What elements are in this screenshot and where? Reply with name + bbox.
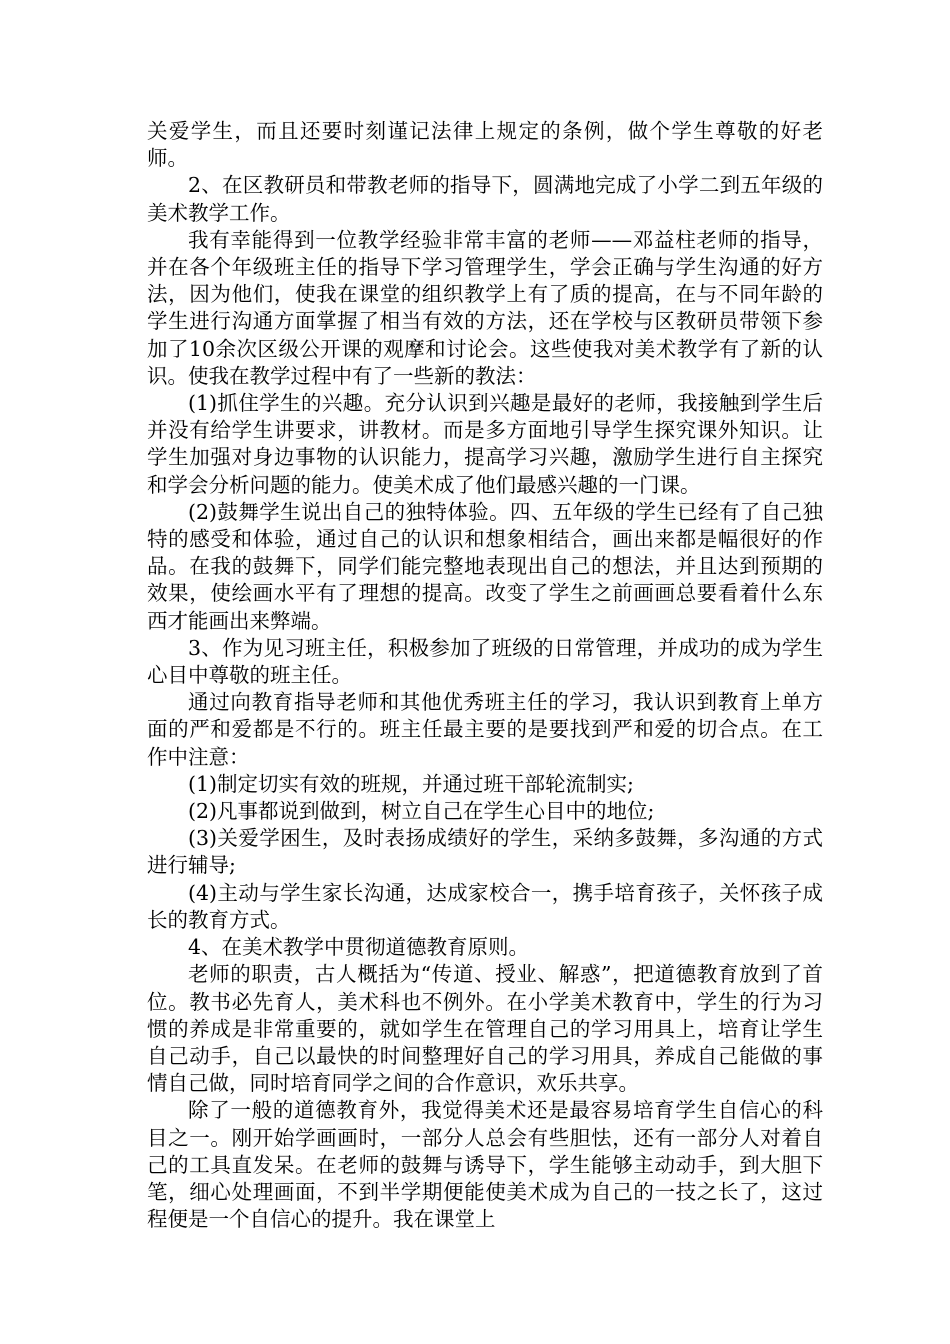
paragraph-5: (2)鼓舞学生说出自己的独特体验。四、五年级的学生已经有了自己独特的感受和体验，通过自己的认识和想象相结合，画出来都是幅很好的作品。在我的鼓舞下，同学们能完整地表现出自己的想法，并且达到预期的效果，使绘画水平有了理想的提高。改变了学生之前画画总要看着什么东西才能画出来弊端。	[147, 499, 823, 633]
paragraph-1: 关爱学生，而且还要时刻谨记法律上规定的条例，做个学生尊敬的好老师。	[147, 119, 823, 171]
paragraph-8: (1)制定切实有效的班规，并通过班干部轮流制实;	[188, 771, 634, 796]
paragraph-3: 我有幸能得到一位教学经验非常丰富的老师——邓益柱老师的指导，并在各个年级班主任的指导下学习管理学生，学会正确与学生沟通的好方法，因为他们，使我在课堂的组织教学上有了质的提高，在与不同年龄的学生进行沟通方面掌握了相当有效的方法，还在学校与区教研员带领下参加了10余次区级公开课的观摩和讨论会。这些使我对美术教学有了新的认识。使我在教学过程中有了一些新的教法：	[147, 227, 823, 388]
paragraph-13: 老师的职责，古人概括为“传道、授业、解惑”，把道德教育放到了首位。教书必先育人，美术科也不例外。在小学美术教育中，学生的行为习惯的养成是非常重要的，就如学生在管理自己的学习用具上，培育让学生自己动手，自己以最快的时间整理好自己的学习用具，养成自己能做的事情自己做，同时培育同学之间的合作意识，欢乐共享。	[147, 962, 823, 1096]
paragraph-12: 4、在美术教学中贯彻道德教育原则。	[188, 935, 530, 960]
paragraph-2: 2、在区教研员和带教老师的指导下，圆满地完成了小学二到五年级的美术教学工作。	[147, 173, 823, 225]
paragraph-6: 3、作为见习班主任，积极参加了班级的日常管理，并成功的成为学生心目中尊敬的班主任。	[147, 635, 823, 688]
paragraph-9: (2)凡事都说到做到，树立自己在学生心目中的地位;	[188, 799, 655, 824]
paragraph-11: (4)主动与学生家长沟通，达成家校合一，携手培育孩子，关怀孩子成长的教育方式。	[147, 880, 823, 932]
document-body	[147, 118, 823, 1233]
paragraph-4: (1)抓住学生的兴趣。充分认识到兴趣是最好的老师，我接触到学生后并没有给学生讲要求，讲教材。而是多方面地引导学生探究课外知识。让学生加强对身边事物的认识能力，提高学习兴趣，激励学生进行自主探究和学会分析问题的能力。使美术成了他们最感兴趣的一门课。	[147, 391, 823, 497]
paragraph-14: 除了一般的道德教育外，我觉得美术还是最容易培育学生自信心的科目之一。刚开始学画画时，一部分人总会有些胆怯，还有一部分人对着自己的工具直发呆。在老师的鼓舞与诱导下，学生能够主动动手，到大胆下笔，细心处理画面，不到半学期便能使美术成为自己的一技之长了，这过程便是一个自信心的提升。我在课堂上	[147, 1098, 823, 1232]
paragraph-7: 通过向教育指导老师和其他优秀班主任的学习，我认识到教育上单方面的严和爱都是不行的。班主任最主要的是要找到严和爱的切合点。在工作中注意：	[147, 690, 823, 769]
paragraph-10: (3)关爱学困生，及时表扬成绩好的学生，采纳多鼓舞，多沟通的方式进行辅导;	[147, 826, 823, 878]
